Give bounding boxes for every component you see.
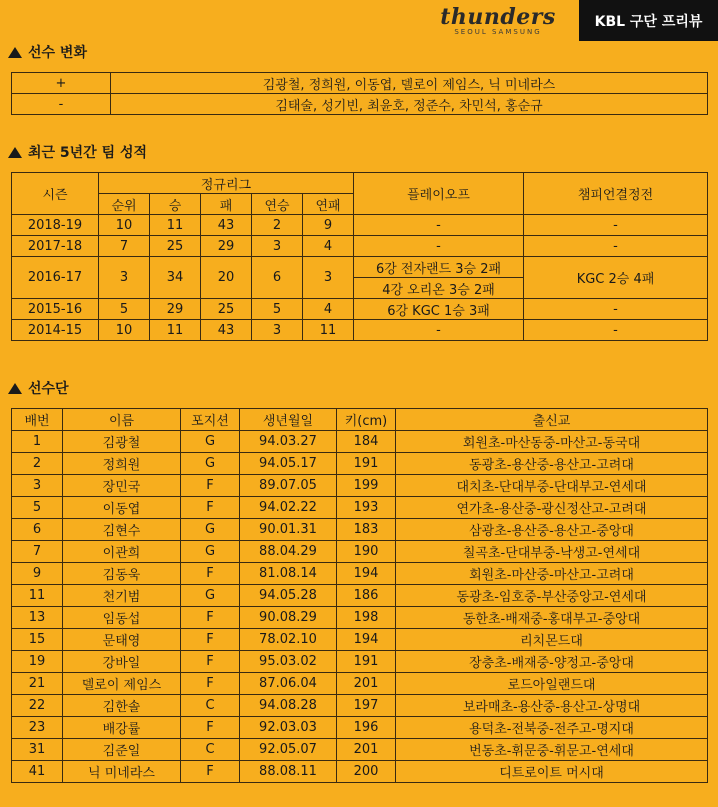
number-cell: 3 [12, 475, 63, 497]
win-streak-cell: 5 [252, 299, 303, 320]
table-row [12, 585, 708, 607]
position-cell: F [181, 761, 240, 783]
height-cell: 190 [337, 541, 396, 563]
school-cell: 동한초-배재중-홍대부고-중앙대 [396, 607, 708, 629]
triangle-icon [8, 147, 22, 158]
table-row [12, 453, 708, 475]
school-cell: 동광초-임호중-부산중앙고-연세대 [396, 585, 708, 607]
name-cell: 배강률 [63, 717, 181, 739]
school-cell: 대치초-단대부중-단대부고-연세대 [396, 475, 708, 497]
name-cell: 이동엽 [63, 497, 181, 519]
wins-cell: 11 [150, 320, 201, 341]
school-cell: 리치몬드대 [396, 629, 708, 651]
win-streak-cell: 3 [252, 236, 303, 257]
number-cell: 1 [12, 431, 63, 453]
name-cell: 김준일 [63, 739, 181, 761]
team-logo [438, 4, 558, 44]
birthdate-cell: 94.03.27 [240, 431, 337, 453]
playoff-cell: 6강 KGC 1승 3패 [354, 299, 524, 320]
height-cell: 186 [337, 585, 396, 607]
height-cell: 200 [337, 761, 396, 783]
position-cell: F [181, 673, 240, 695]
losses-cell: 29 [201, 236, 252, 257]
position-cell: F [181, 607, 240, 629]
position-cell: G [181, 585, 240, 607]
change-row [12, 94, 708, 115]
birthdate-cell: 88.08.11 [240, 761, 337, 783]
school-cell: 동광초-용산중-용산고-고려대 [396, 453, 708, 475]
position-cell: C [181, 695, 240, 717]
birthdate-cell: 94.08.28 [240, 695, 337, 717]
school-cell: 칠곡초-단대부중-낙생고-연세대 [396, 541, 708, 563]
rank-cell: 3 [99, 257, 150, 299]
season-cell: 2017-18 [12, 236, 99, 257]
season-cell: 2016-17 [12, 257, 99, 299]
rank-cell: 10 [99, 320, 150, 341]
number-cell: 7 [12, 541, 63, 563]
birthdate-cell: 94.05.17 [240, 453, 337, 475]
birthdate-cell: 89.07.05 [240, 475, 337, 497]
height-cell: 194 [337, 629, 396, 651]
table-row [12, 629, 708, 651]
change-sign: - [12, 94, 111, 115]
number-cell: 9 [12, 563, 63, 585]
rank-cell: 7 [99, 236, 150, 257]
header-position: 포지션 [181, 409, 240, 431]
championship-cell: - [524, 299, 708, 320]
school-cell: 회원초-마산동중-마산고-동국대 [396, 431, 708, 453]
season-row [12, 320, 708, 341]
header-wins: 승 [150, 194, 201, 215]
season-row [12, 215, 708, 236]
number-cell: 6 [12, 519, 63, 541]
header-playoff: 플레이오프 [354, 173, 524, 215]
table-row [12, 673, 708, 695]
name-cell: 김현수 [63, 519, 181, 541]
section-title-stats: 최근 5년간 팀 성적 [8, 142, 147, 162]
birthdate-cell: 92.03.03 [240, 717, 337, 739]
season-row [12, 236, 708, 257]
logo-subtitle: SEOUL SAMSUNG [454, 28, 542, 36]
birthdate-cell: 90.08.29 [240, 607, 337, 629]
change-row [12, 73, 708, 94]
losses-cell: 25 [201, 299, 252, 320]
height-cell: 199 [337, 475, 396, 497]
rank-cell: 10 [99, 215, 150, 236]
season-row [12, 257, 708, 278]
name-cell: 장민국 [63, 475, 181, 497]
table-row [12, 563, 708, 585]
number-cell: 13 [12, 607, 63, 629]
name-cell: 이관희 [63, 541, 181, 563]
birthdate-cell: 92.05.07 [240, 739, 337, 761]
name-cell: 문태영 [63, 629, 181, 651]
player-changes-table [11, 72, 708, 115]
birthdate-cell: 81.08.14 [240, 563, 337, 585]
school-cell: 연가초-용산중-광신정산고-고려대 [396, 497, 708, 519]
number-cell: 5 [12, 497, 63, 519]
table-row [12, 475, 708, 497]
section-title-changes: 선수 변화 [8, 42, 87, 62]
loss-streak-cell: 4 [303, 236, 354, 257]
number-cell: 2 [12, 453, 63, 475]
team-record-table [11, 172, 708, 341]
position-cell: G [181, 431, 240, 453]
table-row [12, 519, 708, 541]
losses-cell: 43 [201, 215, 252, 236]
header-name: 이름 [63, 409, 181, 431]
championship-cell: KGC 2승 4패 [524, 257, 708, 299]
table-row [12, 541, 708, 563]
table-row [12, 431, 708, 453]
height-cell: 194 [337, 563, 396, 585]
playoff-cell: 6강 전자랜드 3승 2패 [354, 257, 524, 278]
number-cell: 21 [12, 673, 63, 695]
school-cell: 로드아일랜드대 [396, 673, 708, 695]
table-row [12, 761, 708, 783]
height-cell: 193 [337, 497, 396, 519]
height-cell: 191 [337, 651, 396, 673]
win-streak-cell: 6 [252, 257, 303, 299]
header-loss-streak: 연패 [303, 194, 354, 215]
table-row [12, 717, 708, 739]
championship-cell: - [524, 320, 708, 341]
season-cell: 2015-16 [12, 299, 99, 320]
position-cell: F [181, 629, 240, 651]
rank-cell: 5 [99, 299, 150, 320]
name-cell: 김광철 [63, 431, 181, 453]
win-streak-cell: 3 [252, 320, 303, 341]
loss-streak-cell: 11 [303, 320, 354, 341]
logo-wordmark: thunders [440, 4, 556, 30]
name-cell: 강바일 [63, 651, 181, 673]
birthdate-cell: 78.02.10 [240, 629, 337, 651]
roster-table [11, 408, 708, 783]
school-cell: 삼광초-용산중-용산고-중앙대 [396, 519, 708, 541]
number-cell: 23 [12, 717, 63, 739]
wins-cell: 34 [150, 257, 201, 299]
school-cell: 용덕초-전북중-전주고-명지대 [396, 717, 708, 739]
change-sign: + [12, 73, 111, 94]
header-number: 배번 [12, 409, 63, 431]
championship-cell: - [524, 236, 708, 257]
position-cell: C [181, 739, 240, 761]
table-row [12, 651, 708, 673]
position-cell: G [181, 519, 240, 541]
school-cell: 장충초-배재중-양정고-중앙대 [396, 651, 708, 673]
height-cell: 201 [337, 739, 396, 761]
header-birthdate: 생년월일 [240, 409, 337, 431]
change-players: 김태술, 성기빈, 최윤호, 정준수, 차민석, 홍순규 [111, 94, 708, 115]
birthdate-cell: 88.04.29 [240, 541, 337, 563]
name-cell: 임동섭 [63, 607, 181, 629]
table-row [12, 695, 708, 717]
losses-cell: 20 [201, 257, 252, 299]
school-cell: 디트로이트 머시대 [396, 761, 708, 783]
number-cell: 15 [12, 629, 63, 651]
header-rank: 순위 [99, 194, 150, 215]
name-cell: 정희원 [63, 453, 181, 475]
birthdate-cell: 94.02.22 [240, 497, 337, 519]
header-championship: 챔피언결정전 [524, 173, 708, 215]
school-cell: 번동초-휘문중-휘문고-연세대 [396, 739, 708, 761]
table-row [12, 607, 708, 629]
header-height: 키(cm) [337, 409, 396, 431]
header-regular-league: 정규리그 [99, 173, 354, 194]
playoff-cell: 4강 오리온 3승 2패 [354, 278, 524, 299]
season-cell: 2018-19 [12, 215, 99, 236]
loss-streak-cell: 3 [303, 257, 354, 299]
birthdate-cell: 95.03.02 [240, 651, 337, 673]
school-cell: 회원초-마산중-마산고-고려대 [396, 563, 708, 585]
height-cell: 191 [337, 453, 396, 475]
wins-cell: 25 [150, 236, 201, 257]
table-row [12, 739, 708, 761]
height-cell: 183 [337, 519, 396, 541]
birthdate-cell: 90.01.31 [240, 519, 337, 541]
position-cell: F [181, 475, 240, 497]
number-cell: 22 [12, 695, 63, 717]
position-cell: G [181, 541, 240, 563]
wins-cell: 29 [150, 299, 201, 320]
triangle-icon [8, 383, 22, 394]
header-school: 출신교 [396, 409, 708, 431]
playoff-cell: - [354, 236, 524, 257]
season-row [12, 299, 708, 320]
school-cell: 보라매초-용산중-용산고-상명대 [396, 695, 708, 717]
height-cell: 197 [337, 695, 396, 717]
position-cell: F [181, 563, 240, 585]
losses-cell: 43 [201, 320, 252, 341]
header-season: 시즌 [12, 173, 99, 215]
preview-badge: KBL 구단 프리뷰 [579, 0, 718, 41]
birthdate-cell: 87.06.04 [240, 673, 337, 695]
position-cell: F [181, 717, 240, 739]
championship-cell: - [524, 215, 708, 236]
name-cell: 김한솔 [63, 695, 181, 717]
height-cell: 184 [337, 431, 396, 453]
height-cell: 196 [337, 717, 396, 739]
position-cell: F [181, 651, 240, 673]
header-losses: 패 [201, 194, 252, 215]
birthdate-cell: 94.05.28 [240, 585, 337, 607]
number-cell: 41 [12, 761, 63, 783]
name-cell: 델로이 제임스 [63, 673, 181, 695]
name-cell: 김동욱 [63, 563, 181, 585]
wins-cell: 11 [150, 215, 201, 236]
number-cell: 11 [12, 585, 63, 607]
number-cell: 19 [12, 651, 63, 673]
win-streak-cell: 2 [252, 215, 303, 236]
change-players: 김광철, 정희원, 이동엽, 델로이 제임스, 닉 미네라스 [111, 73, 708, 94]
number-cell: 31 [12, 739, 63, 761]
height-cell: 198 [337, 607, 396, 629]
playoff-cell: - [354, 320, 524, 341]
position-cell: F [181, 497, 240, 519]
name-cell: 닉 미네라스 [63, 761, 181, 783]
triangle-icon [8, 47, 22, 58]
name-cell: 천기범 [63, 585, 181, 607]
height-cell: 201 [337, 673, 396, 695]
playoff-cell: - [354, 215, 524, 236]
loss-streak-cell: 4 [303, 299, 354, 320]
section-title-roster: 선수단 [8, 378, 69, 398]
position-cell: G [181, 453, 240, 475]
season-cell: 2014-15 [12, 320, 99, 341]
table-row [12, 497, 708, 519]
header-win-streak: 연승 [252, 194, 303, 215]
loss-streak-cell: 9 [303, 215, 354, 236]
